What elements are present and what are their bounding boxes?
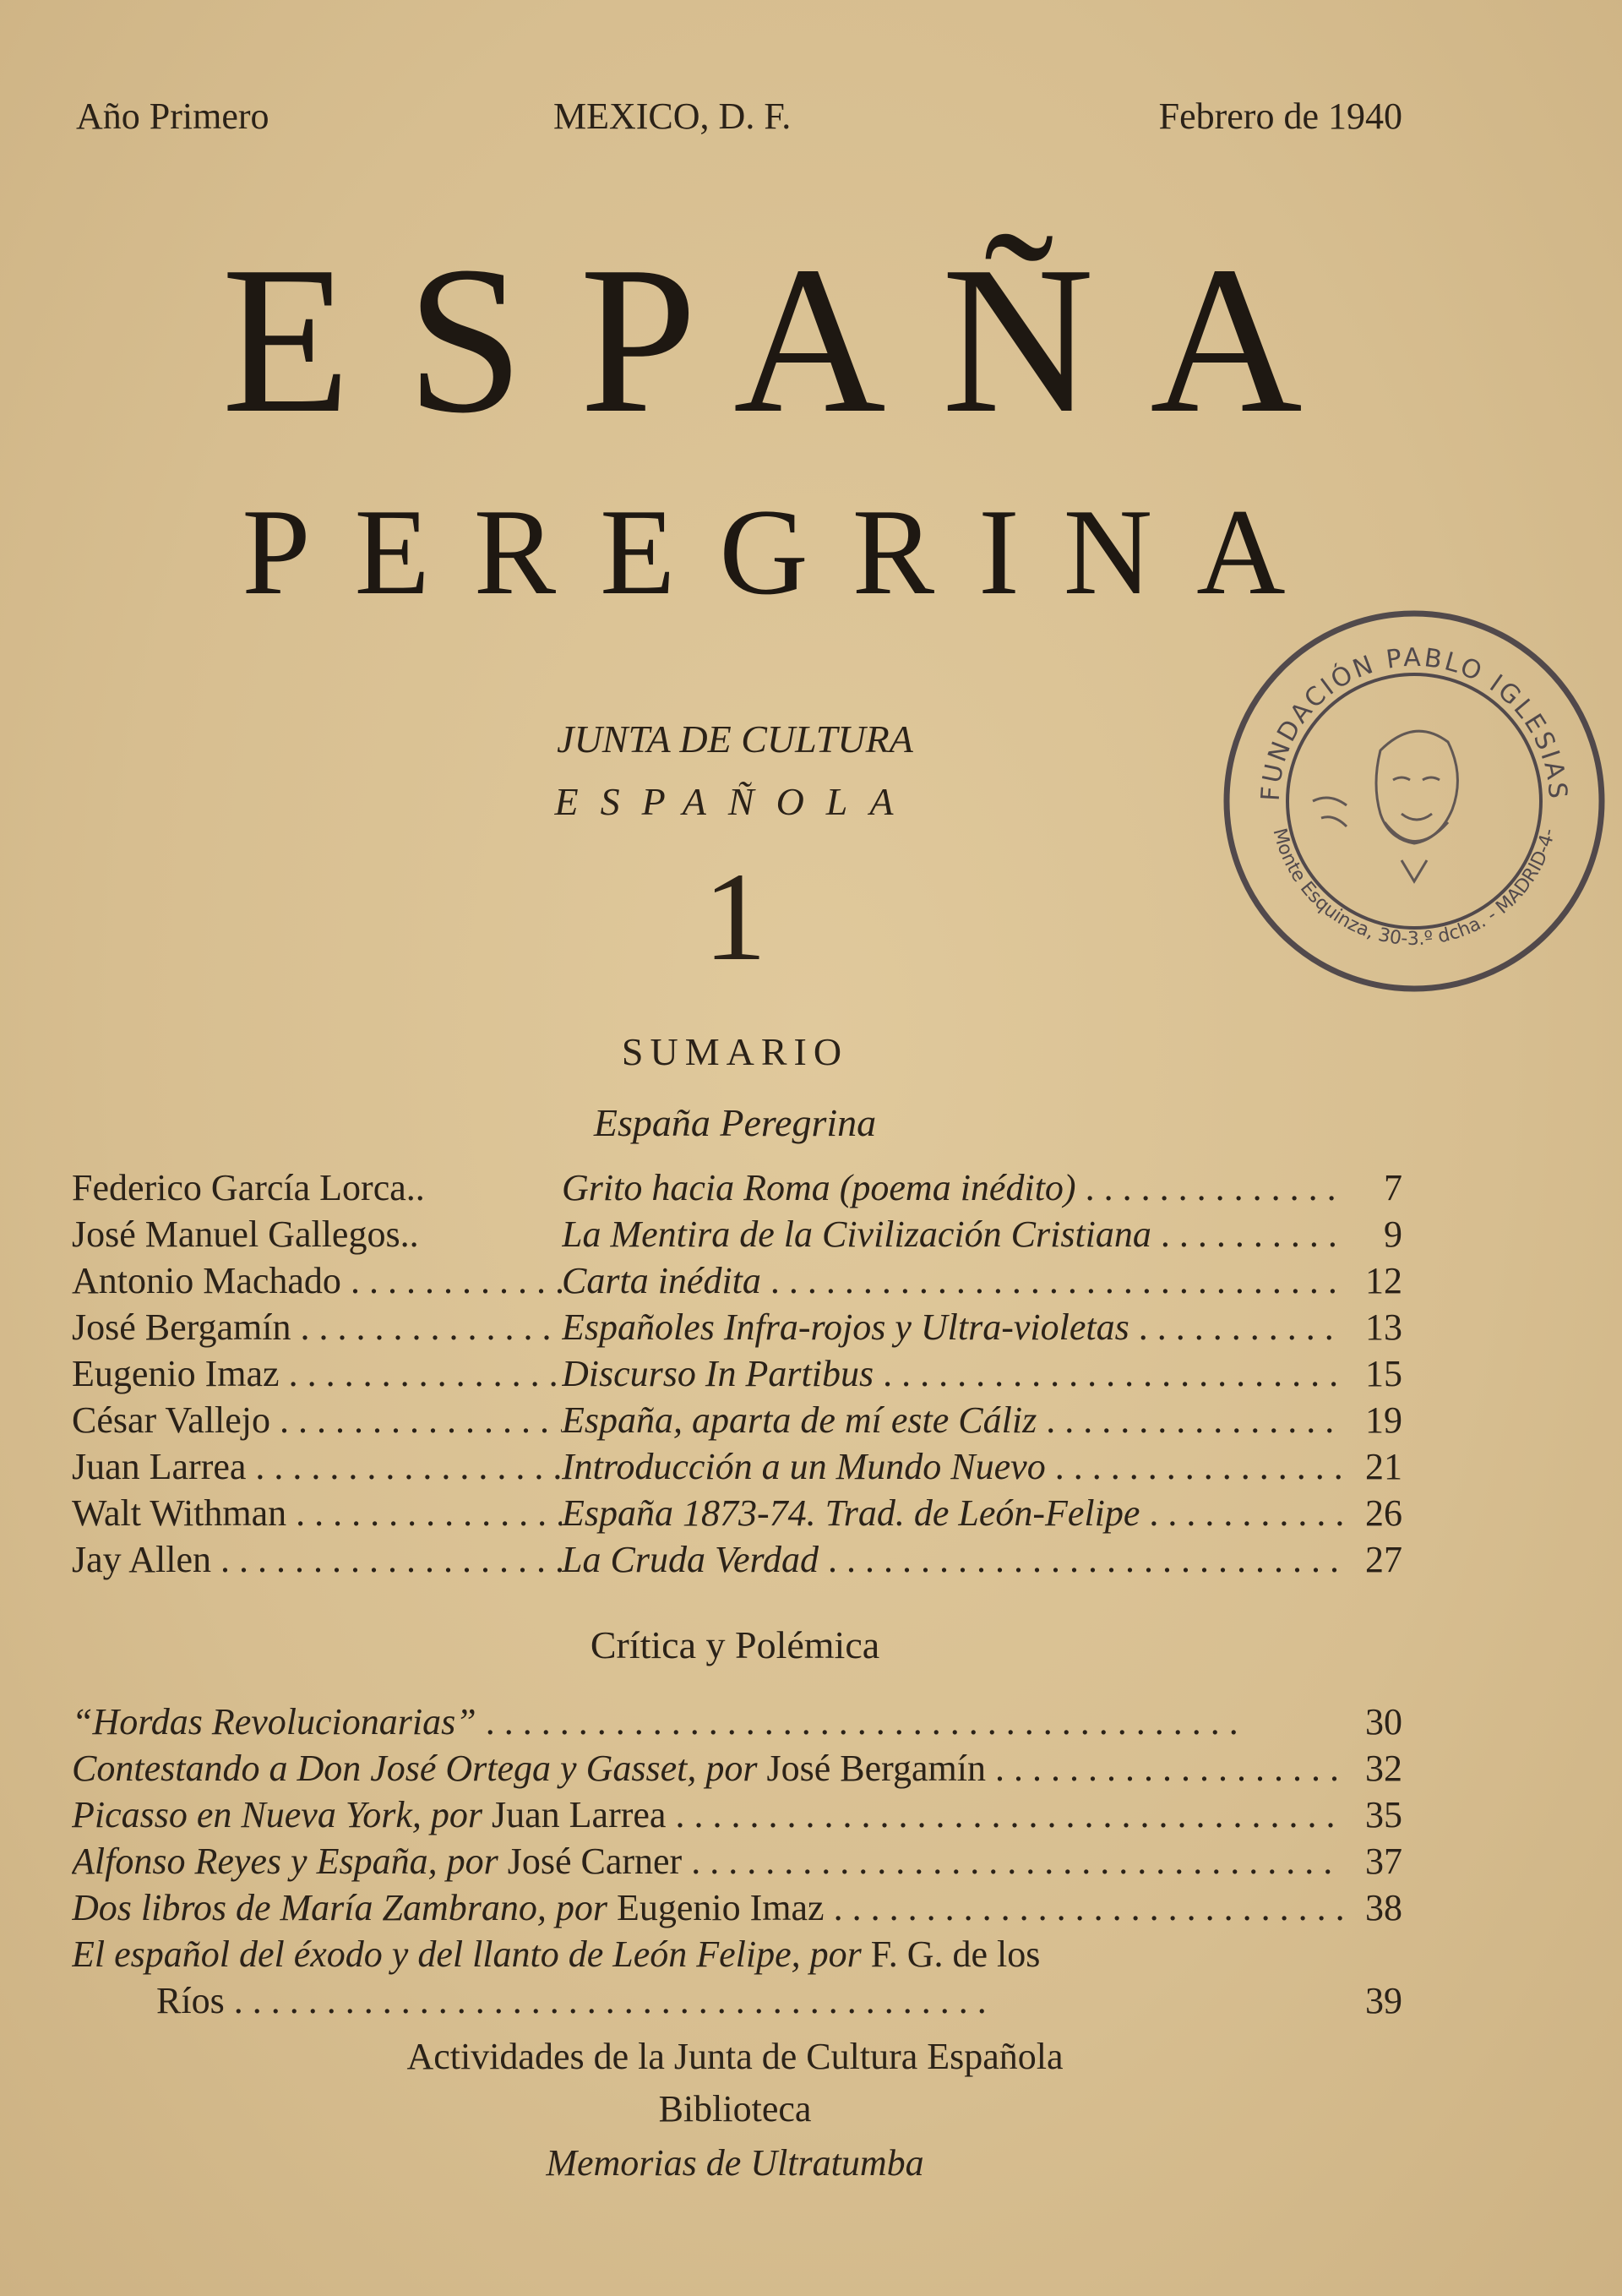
toc-page: 39 <box>1365 1980 1402 2021</box>
toc-title: España, aparta de mí este Cáliz . . . <box>562 1399 1343 1442</box>
toc-page: 15 <box>1365 1353 1402 1394</box>
toc-author: Walt Withman . . . <box>72 1492 562 1535</box>
toc-page: 21 <box>1365 1446 1402 1487</box>
toc-author: Juan Larrea . . . <box>72 1445 562 1488</box>
svg-text:Monte Esquinza, 30-3.º dcha. - <box>1268 826 1559 950</box>
masthead-title-line1: ESPAÑA <box>221 223 1358 457</box>
toc-author: Antonio Machado . . . <box>72 1259 562 1302</box>
toc-title: Españoles Infra-rojos y Ultra-violetas . . . <box>562 1306 1343 1349</box>
toc-entry <box>72 1933 1402 1980</box>
toc-entry <box>72 1840 1402 1887</box>
footer-memoirs: Memorias de Ultratumba <box>546 2142 924 2184</box>
toc-page: 32 <box>1365 1748 1402 1789</box>
publisher-line1: JUNTA DE CULTURA <box>557 717 913 761</box>
toc-author: Ríos <box>156 1980 225 2021</box>
toc-entry <box>72 1352 1402 1399</box>
toc-entry <box>72 1259 1402 1306</box>
toc-page: 13 <box>1365 1306 1402 1348</box>
toc-title: Introducción a un Mundo Nuevo . . . <box>562 1445 1343 1488</box>
toc-page: 35 <box>1365 1794 1402 1835</box>
toc-author: Eugenio Imaz <box>616 1887 825 1928</box>
toc-title: “Hordas Revolucionarias” <box>72 1701 476 1742</box>
toc-title: Picasso en Nueva York, por <box>72 1794 483 1835</box>
header-place: MEXICO, D. F. <box>553 95 792 137</box>
toc-page: 38 <box>1365 1887 1402 1928</box>
library-stamp-icon <box>1220 607 1608 995</box>
toc-page: 9 <box>1384 1213 1402 1255</box>
toc-title: Grito hacia Roma (poema inédito) . . . <box>562 1166 1343 1209</box>
toc-author: F. G. de los <box>870 1933 1041 1975</box>
toc-entry <box>72 1306 1402 1353</box>
toc-entry <box>72 1538 1402 1585</box>
toc-title: Contestando a Don José Ortega y Gasset, por <box>72 1748 758 1789</box>
toc-page: 30 <box>1365 1701 1402 1742</box>
toc-entry <box>72 1886 1402 1933</box>
toc-entry <box>72 1213 1402 1260</box>
toc-title: Dos libros de María Zambrano, por <box>72 1887 607 1928</box>
toc-entry <box>72 1793 1402 1841</box>
toc-author: Federico García Lorca.. <box>72 1167 425 1208</box>
toc-author: José Manuel Gallegos.. <box>72 1213 419 1255</box>
toc-title: La Cruda Verdad . . . <box>562 1538 1343 1581</box>
toc-title: La Mentira de la Civilización Cristiana . . . <box>562 1213 1343 1256</box>
toc-entry <box>72 1700 1402 1748</box>
toc-page: 37 <box>1365 1841 1402 1882</box>
stamp-inner-text: Monte Esquinza, 30-3.º dcha. - MADRID-4- <box>1268 826 1560 951</box>
issue-number: 1 <box>703 847 767 987</box>
toc-title: Carta inédita . . . <box>562 1259 1343 1302</box>
toc-author: José Bergamín <box>766 1748 986 1789</box>
toc-author: Jay Allen . . . <box>72 1538 562 1581</box>
toc-title: Alfonso Reyes y España, por <box>72 1841 498 1882</box>
toc-page: 27 <box>1365 1539 1402 1580</box>
section1-heading: España Peregrina <box>593 1101 877 1144</box>
toc-entry-continued <box>72 1979 1402 2026</box>
toc-entry <box>72 1492 1402 1539</box>
toc-entry <box>72 1399 1402 1446</box>
masthead-title-line2: PEREGRINA <box>242 483 1330 620</box>
portrait-icon <box>1313 731 1457 881</box>
toc-title: España 1873-74. Trad. de León-Felipe . . . <box>562 1492 1343 1535</box>
toc-author: César Vallejo . . . <box>72 1399 562 1442</box>
publisher-line2: ESPAÑOLA <box>554 780 916 823</box>
toc-entry <box>72 1445 1402 1492</box>
summary-heading: SUMARIO <box>621 1030 849 1073</box>
toc-author: José Carner <box>507 1841 683 1882</box>
toc-title: El español del éxodo y del llanto de León Felipe, por <box>72 1933 862 1975</box>
header-date: Febrero de 1940 <box>1158 95 1402 137</box>
section2-heading: Crítica y Polémica <box>590 1623 880 1666</box>
toc-entry <box>72 1747 1402 1794</box>
toc-author: José Bergamín . . . <box>72 1306 562 1349</box>
toc-page: 7 <box>1384 1167 1402 1208</box>
toc-title: Discurso In Partibus . . . <box>562 1352 1343 1395</box>
footer-library: Biblioteca <box>658 2088 812 2130</box>
header-year: Año Primero <box>76 95 269 137</box>
toc-entry <box>72 1166 1402 1213</box>
toc-author: Juan Larrea <box>492 1794 667 1835</box>
svg-text:FUNDACIÓN PABLO IGLESIAS <box>1256 643 1573 802</box>
toc-author: Eugenio Imaz . . . <box>72 1352 562 1395</box>
toc-page: 12 <box>1365 1260 1402 1301</box>
toc-page: 19 <box>1365 1399 1402 1441</box>
toc-page: 26 <box>1365 1492 1402 1534</box>
footer-activities: Actividades de la Junta de Cultura Española <box>406 2036 1064 2077</box>
stamp-outer-text: FUNDACIÓN PABLO IGLESIAS <box>1255 642 1573 802</box>
